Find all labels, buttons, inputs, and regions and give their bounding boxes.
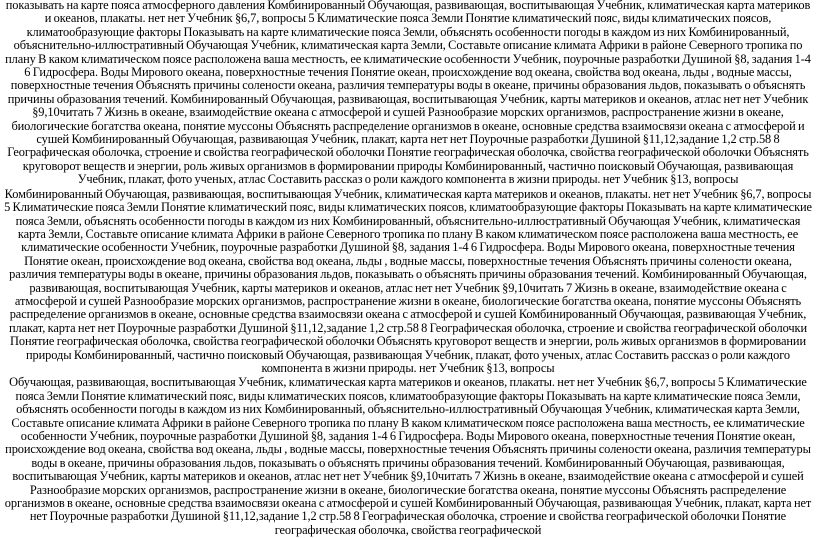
paragraph-2: Комбинированный Обучающая, развивающая, воспитывающая Учебник, климатическая карта материков и океанов, плакаты. нет нет Учебник §6,7, вопросы 5 Климатические пояса Земли Понятие климатический пояс, виды климатических поясов, климатообразующие факторы Показывать на карте климатические пояса Земли, объяснять особенности погоды в каждом из них Комбинированный, объяснительно-иллюстративный Обучающая Учебник, климатическая карта Земли, Составьте описание климата Африки в районе Северного тропика по плану В каком климатическом поясе расположена ваша местность, ее климатические особенности Учебник, поурочные разработки Душиной §8, задания 1-4 6 Гидросфера. Воды Мирового океана, поверхностные течения Понятие океан, происхождение вод океана, свойства вод океана, льды , водные массы, поверхностные течения Объяснять причины солености океана, различия температуры воды в океане, причины образования льдов, показывать о объяснять причины образования течений. Комбинированный Обучающая, развивающая, воспитывающая Учебник, карты материков и океанов, атлас нет нет Учебник §9,10читать 7 Жизнь в океане, взаимодействие океана с атмосферой и сушей Разнообразие морских организмов, распространение жизни в океане, биологические богатства океана, понятие муссоны Объяснять распределение организмов в океане, основные средства взаимосвязи океана с атмосферой и сушей Комбинированный Обучающая, развивающая Учебник, плакат, карта нет нет Поурочные разработки Душиной §11,12,задание 1,2 стр.58 8 Географическая оболочка, строение и свойства географической оболочки Понятие географическая оболочка, свойства географической оболочки Объяснять круговорот веществ и энергии, роль живых организмов в формировании природы Комбинированный, частично поисковый Обучающая, развивающая Учебник, плакат, фото ученых, атлас Составить рассказ о роли каждого компонента в жизни природы. нет Учебник §13, вопросы (4, 186, 812, 375)
paragraph-3: Обучающая, развивающая, воспитывающая Учебник, климатическая карта материков и океанов, плакаты. нет нет Учебник §6,7, вопросы 5 Климатические пояса Земли Понятие климатический пояс, виды климатических поясов, климатообразующие факторы Показывать на карте климатические пояса Земли, объяснять особенности погоды в каждом из них Комбинированный, объяснительно-иллюстративный Обучающая Учебник, климатическая карта Земли, Составьте описание климата Африки в районе Северного тропика по плану В каком климатическом поясе расположена ваша местность, ее климатические особенности Учебник, поурочные разработки Душиной §8, задания 1-4 6 Гидросфера. Воды Мирового океана, поверхностные течения Понятие океан, происхождение вод океана, свойства вод океана, льды , водные массы, поверхностные течения Объяснять причины солености океана, различия температуры воды в океане, причины образования льдов, показывать о объяснять причины образования течений. Комбинированный Обучающая, развивающая, воспитывающая Учебник, карты материков и океанов, атлас нет нет Учебник §9,10читать 7 Жизнь в океане, взаимодействие океана с атмосферой и сушей Разнообразие морских организмов, распространение жизни в океане, биологические богатства океана, понятие муссоны Объяснять распределение организмов в океане, основные средства взаимосвязи океана с атмосферой и сушей Комбинированный Обучающая, развивающая Учебник, плакат, карта нет нет Поурочные разработки Душиной §11,12,задание 1,2 стр.58 8 Географическая оболочка, строение и свойства географической оболочки Понятие географическая оболочка, свойства географической (4, 375, 812, 537)
paragraph-1: показывать на карте пояса атмосферного давления Комбинированный Обучающая, развивающая, воспитывающая Учебник, климатическая карта материков и океанов, плакаты. нет нет Учебник §6,7, вопросы 5 Климатические пояса Земли Понятие климатический пояс, виды климатических поясов, климатообразующие факторы Показывать на карте климатические пояса Земли, объяснять особенности погоды в каждом из них Комбинированный, объяснительно-иллюстративный Обучающая Учебник, климатическая карта Земли, Составьте описание климата Африки в районе Северного тропика по плану В каком климатическом поясе расположена ваша местность, ее климатические особенности Учебник, поурочные разработки Душиной §8, задания 1-4 6 Гидросфера. Воды Мирового океана, поверхностные течения Понятие океан, происхождение вод океана, свойства вод океана, льды , водные массы, поверхностные течения Объяснять причины солености океана, различия температуры воды в океане, причины образования льдов, показывать о объяснять причины образования течений. Комбинированный Обучающая, развивающая, воспитывающая Учебник, карты материков и океанов, атлас нет нет Учебник §9,10читать 7 Жизнь в океане, взаимодействие океана с атмосферой и сушей Разнообразие морских организмов, распространение жизни в океане, биологические богатства океана, понятие муссоны Объяснять распределение организмов в океане, основные средства взаимосвязи океана с атмосферой и сушей Комбинированный Обучающая, развивающая Учебник, плакат, карта нет нет Поурочные разработки Душиной §11,12,задание 1,2 стр.58 8 Географическая оболочка, строение и свойства географической оболочки Понятие географическая оболочка, свойства географической оболочки Объяснять круговорот веществ и энергии, роль живых организмов в формировании природы Комбинированный, частично поисковый Обучающая, развивающая Учебник, плакат, фото ученых, атлас Составить рассказ о роли каждого компонента в жизни природы. нет Учебник §13, вопросы (5, 0, 811, 187)
